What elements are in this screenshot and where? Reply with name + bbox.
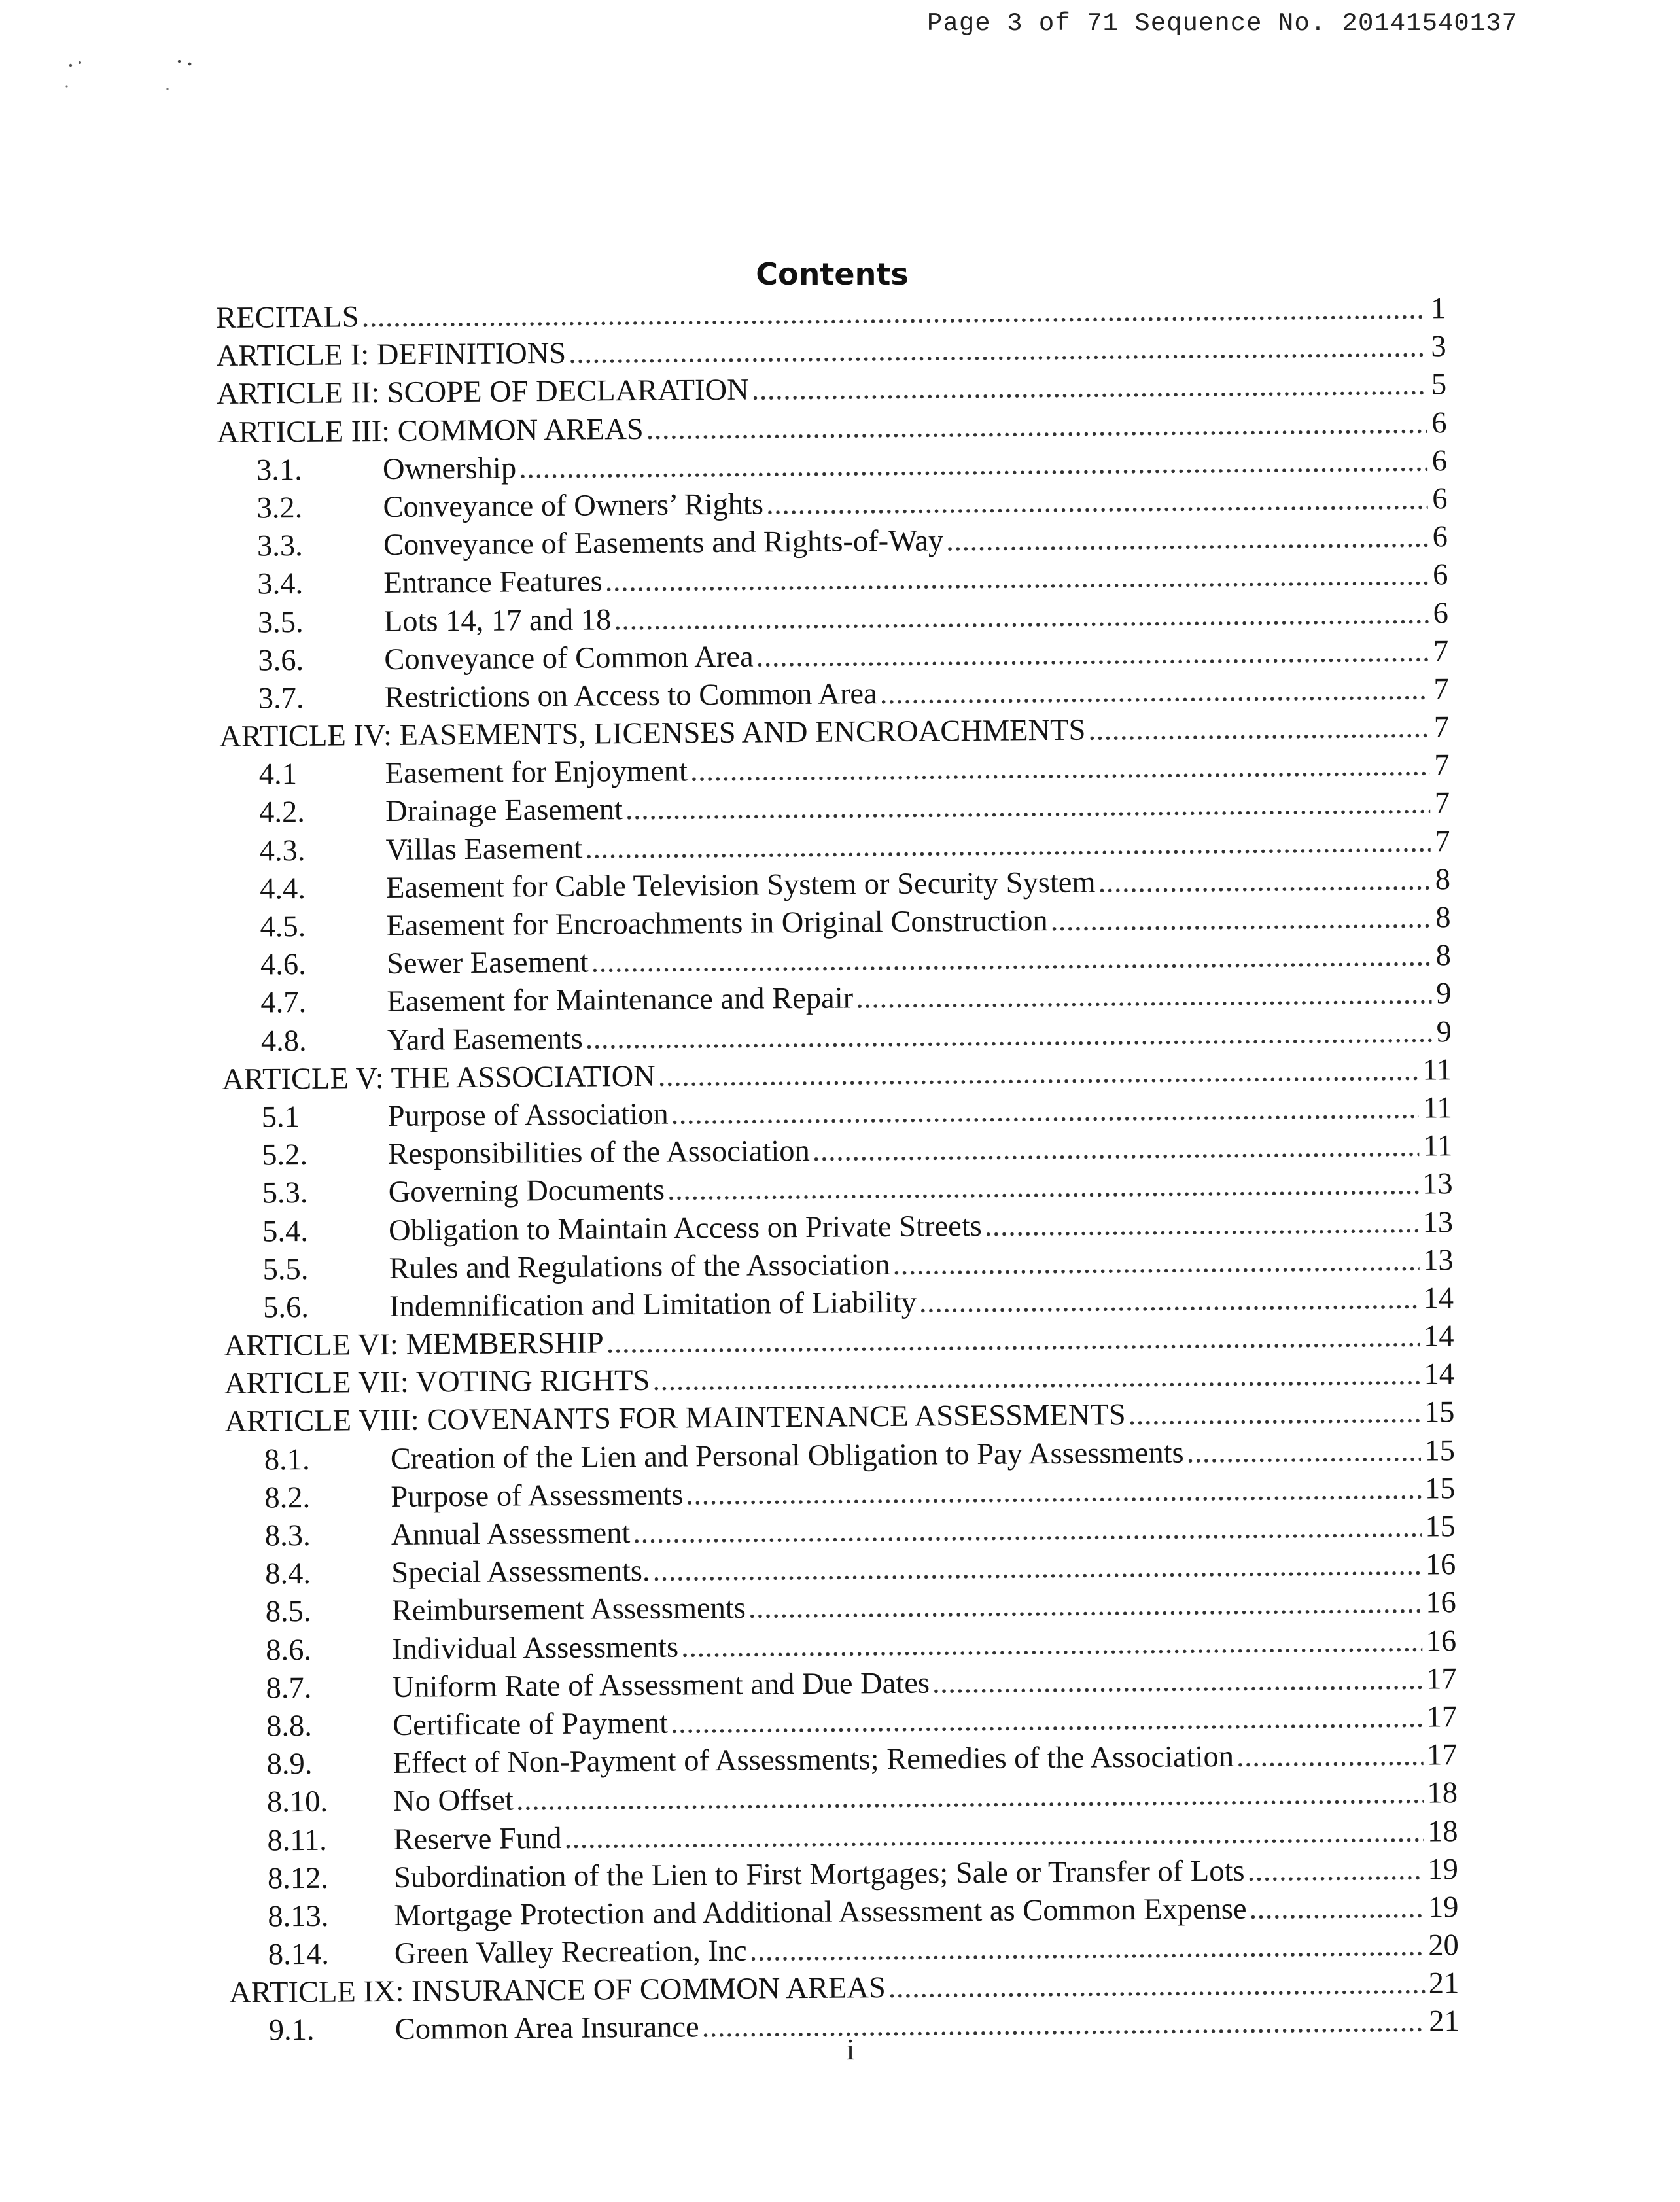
toc-dot-leader (569, 328, 1427, 374)
toc-dot-leader (1249, 1889, 1424, 1928)
toc-entry-label: Reimbursement Assessments (391, 1592, 746, 1628)
toc-entry-label: ARTICLE IX: INSURANCE OF COMMON AREAS (229, 1971, 886, 2010)
toc-entry-label: Annual Assessment (391, 1516, 631, 1552)
toc-section-number: 3.5. (257, 605, 304, 640)
toc-section-number: 3.6. (258, 643, 304, 678)
toc-entry-label: Drainage Easement (385, 793, 623, 829)
scan-speck-marks (63, 56, 220, 102)
toc-dot-leader (1088, 709, 1429, 750)
toc-page-number: 17 (1426, 1662, 1457, 1696)
toc-section-number: 4.3. (259, 833, 306, 868)
toc-dot-leader (686, 1470, 1421, 1514)
toc-section-number: 8.6. (266, 1633, 312, 1668)
toc-section-number: 5.4. (262, 1214, 309, 1248)
page-number: i (846, 2033, 855, 2066)
toc-page-number: 7 (1433, 710, 1450, 744)
toc-section-number: 8.8. (266, 1709, 313, 1743)
toc-entry-label: ARTICLE III: COMMON AREAS (217, 412, 644, 449)
toc-dot-leader (646, 404, 1427, 449)
toc-entry-label: Yard Easements (387, 1022, 583, 1057)
toc-dot-leader (516, 1775, 1424, 1820)
toc-entry-label: Entrance Features (383, 565, 603, 601)
toc-dot-leader (585, 1013, 1432, 1058)
toc-section-number: 4.5. (260, 909, 306, 944)
toc-section-number: 8.2. (264, 1480, 311, 1515)
toc-page-number: 7 (1434, 748, 1450, 782)
toc-section-number: 8.7. (266, 1671, 312, 1705)
toc-page-number: 3 (1431, 330, 1446, 364)
toc-entry-label: Reserve Fund (393, 1821, 562, 1857)
toc-section-number: 8.11. (267, 1823, 327, 1857)
toc-entry-label: Special Assessments. (391, 1554, 650, 1590)
toc-page-number: 6 (1432, 482, 1448, 516)
toc-dot-leader (985, 1204, 1419, 1245)
toc-page-number: 16 (1425, 1548, 1456, 1582)
toc-dot-leader (519, 442, 1427, 487)
toc-section-number: 4.1 (258, 758, 298, 792)
toc-dot-leader (671, 1090, 1419, 1134)
toc-entry-label: Uniform Rate of Assessment and Due Dates (392, 1666, 930, 1704)
toc-dot-leader (751, 366, 1427, 410)
toc-page-number: 7 (1433, 673, 1449, 707)
toc-page-number: 17 (1426, 1738, 1458, 1772)
toc-dot-leader (614, 595, 1429, 639)
toc-page-number: 8 (1435, 901, 1451, 935)
toc-section-number: 8.5. (265, 1595, 311, 1629)
toc-page-number: 6 (1431, 444, 1448, 478)
toc-section-number: 4.6. (260, 948, 306, 982)
toc-dot-leader (671, 1699, 1423, 1743)
toc-page-number: 15 (1425, 1510, 1456, 1544)
toc-dot-leader (1098, 861, 1431, 901)
toc-page-number: 8 (1435, 939, 1452, 973)
toc-page-number: 6 (1432, 558, 1448, 592)
toc-page-number: 7 (1435, 824, 1450, 859)
toc-page-number: 14 (1424, 1357, 1455, 1391)
toc-entry-label: Mortgage Protection and Additional Assessment as Common Expense (394, 1892, 1247, 1932)
toc-entry-label: Common Area Insurance (394, 2010, 699, 2047)
toc-page-number: 11 (1422, 1091, 1452, 1125)
toc-section-number: 4.2. (258, 795, 306, 830)
toc-entry-label: Villas Easement (385, 831, 583, 867)
toc-page-number: 21 (1429, 2004, 1460, 2038)
toc-dot-leader (879, 671, 1429, 713)
toc-section-number: 8.10. (266, 1785, 328, 1819)
toc-section-number: 4.8. (260, 1024, 307, 1058)
toc-entry-label: Easement for Maintenance and Repair (387, 981, 854, 1019)
toc-page-number: 21 (1428, 1966, 1460, 2001)
toc-section-number: 8.1. (264, 1442, 310, 1477)
toc-page-number: 11 (1422, 1053, 1452, 1087)
toc-entry-label: Conveyance of Easements and Rights-of-Way (383, 524, 944, 563)
toc-section-number: 5.3. (262, 1176, 308, 1210)
toc-dot-leader (919, 1280, 1420, 1321)
toc-page-number: 9 (1436, 1015, 1452, 1049)
toc-section-number: 9.1. (268, 2014, 315, 2048)
toc-title: Contents (756, 256, 909, 292)
toc-entry-label: Rules and Regulations of the Association (389, 1248, 890, 1285)
toc-entry-label: Sewer Easement (386, 945, 589, 981)
toc-entry-label: Easement for Enjoyment (385, 754, 688, 791)
toc-page-number: 13 (1422, 1167, 1453, 1201)
toc-section-number: 4.4. (259, 871, 306, 906)
toc-dot-leader (1128, 1394, 1420, 1435)
toc-page-number: 15 (1424, 1471, 1456, 1506)
toc-section-number: 3.1. (256, 453, 302, 487)
toc-section-number: 3.7. (258, 681, 304, 716)
toc-dot-leader (756, 633, 1429, 676)
toc-page-number: 1 (1430, 292, 1446, 326)
toc-dot-leader (892, 1242, 1419, 1284)
toc-dot-leader (1247, 1851, 1424, 1890)
toc-entry-label: Easement for Encroachments in Original Construction (386, 904, 1048, 943)
toc-page-number: 7 (1433, 634, 1449, 669)
toc-dot-leader (749, 1927, 1424, 1970)
toc-entry-label: ARTICLE IV: EASEMENTS, LICENSES AND ENCROACHMENTS (219, 713, 1086, 754)
toc-entry-label: ARTICLE VII: VOTING RIGHTS (224, 1364, 650, 1401)
toc-page-number: 16 (1426, 1624, 1457, 1658)
toc-page-number: 13 (1422, 1243, 1454, 1278)
toc-entry-label: Obligation to Maintain Access on Private Streets (388, 1209, 982, 1248)
toc-page-number: 16 (1426, 1586, 1456, 1620)
toc-dot-leader (652, 1356, 1420, 1400)
toc-dot-leader (564, 1813, 1424, 1858)
toc-entry-label: ARTICLE VI: MEMBERSHIP (224, 1326, 604, 1363)
toc-entry-label: ARTICLE VIII: COVENANTS FOR MAINTENANCE ASSESSMENTS (224, 1398, 1126, 1439)
toc-section-number: 8.9. (266, 1747, 313, 1781)
toc-page-number: 9 (1435, 977, 1452, 1011)
toc-entry-label: ARTICLE I: DEFINITIONS (216, 336, 567, 374)
toc-entry-label: No Offset (393, 1783, 514, 1819)
toc-entry-label: Restrictions on Access to Common Area (384, 676, 877, 714)
toc-entry-label: Easement for Cable Television System or Security System (385, 865, 1096, 905)
toc-dot-leader (633, 1509, 1421, 1553)
toc-page-number: 14 (1423, 1282, 1454, 1316)
toc-entry-label: ARTICLE V: THE ASSOCIATION (222, 1059, 656, 1096)
toc-dot-leader (690, 747, 1430, 791)
toc-dot-leader (606, 1318, 1420, 1363)
toc-dot-leader (585, 823, 1431, 867)
toc-section-number: 8.13. (268, 1899, 329, 1934)
toc-entry-label: Conveyance of Common Area (384, 640, 754, 676)
toc-entry-label: Responsibilities of the Association (388, 1134, 810, 1172)
toc-section-number: 4.7. (260, 986, 307, 1020)
toc-entry-label: Green Valley Recreation, Inc (394, 1934, 747, 1970)
toc-entry-label: Certificate of Payment (392, 1706, 669, 1742)
toc-section-number: 5.5. (262, 1252, 309, 1287)
toc-page-number: 18 (1427, 1776, 1458, 1810)
toc-section-number: 8.14. (268, 1937, 330, 1972)
toc-dot-leader (591, 937, 1431, 982)
toc-entry-label: ARTICLE II: SCOPE OF DECLARATION (216, 373, 749, 411)
toc-page-number: 6 (1432, 520, 1448, 554)
toc-entry-label: RECITALS (216, 300, 359, 335)
toc-dot-leader (1236, 1737, 1424, 1776)
fax-header-stamp: Page 3 of 71 Sequence No. 20141540137 (927, 9, 1518, 38)
toc-entry-label: Purpose of Assessments (391, 1478, 684, 1514)
toc-section-number: 8.12. (267, 1861, 329, 1896)
toc-dot-leader (813, 1128, 1420, 1170)
toc-page-number: 15 (1424, 1395, 1455, 1429)
toc-entry-label: Individual Assessments (392, 1630, 679, 1666)
toc-section-number: 3.3. (256, 529, 303, 563)
toc-dot-leader (681, 1622, 1422, 1666)
table-of-contents (216, 290, 1460, 2050)
toc-section-number: 8.4. (265, 1557, 311, 1591)
toc-page-number: 8 (1435, 863, 1451, 897)
toc-dot-leader (658, 1051, 1419, 1095)
toc-entry-label: Ownership (382, 451, 517, 486)
toc-dot-leader (766, 480, 1428, 523)
toc-dot-leader (946, 519, 1428, 561)
toc-page-number: 15 (1424, 1433, 1456, 1468)
toc-entry-label: Subordination of the Lien to First Mortgages; Sale or Transfer of Lots (393, 1854, 1245, 1895)
toc-entry-label: Indemnification and Limitation of Liability (389, 1285, 917, 1323)
toc-dot-leader (625, 785, 1431, 830)
toc-entry-label: Lots 14, 17 and 18 (383, 603, 612, 638)
toc-entry-label: Effect of Non-Payment of Assessments; Remedies of the Association (393, 1739, 1234, 1781)
toc-dot-leader (932, 1660, 1423, 1702)
toc-dot-leader (1186, 1432, 1420, 1472)
toc-section-number: 3.2. (256, 491, 303, 525)
toc-page-number: 11 (1423, 1129, 1453, 1163)
toc-entry-label: Conveyance of Owners’ Rights (383, 487, 764, 524)
toc-section-number: 5.6. (262, 1290, 309, 1325)
toc-dot-leader (667, 1166, 1419, 1210)
toc-page-number: 6 (1431, 406, 1447, 440)
toc-page-number: 6 (1433, 596, 1449, 630)
toc-dot-leader (1050, 899, 1431, 940)
toc-page-number: 19 (1427, 1852, 1459, 1887)
toc-page-number: 13 (1422, 1205, 1454, 1240)
toc-page-number: 5 (1431, 368, 1447, 402)
toc-dot-leader (888, 1965, 1425, 2008)
toc-page-number: 18 (1427, 1814, 1458, 1849)
toc-page-number: 14 (1423, 1319, 1454, 1354)
toc-section-number: 8.3. (264, 1518, 311, 1553)
toc-section-number: 3.4. (257, 567, 304, 601)
toc-page-number: 7 (1434, 786, 1450, 820)
toc-entry-label: Purpose of Association (387, 1097, 669, 1133)
toc-dot-leader (856, 975, 1432, 1018)
toc-dot-leader (652, 1547, 1422, 1590)
toc-dot-leader (605, 557, 1429, 601)
toc-section-number: 5.2. (262, 1138, 308, 1172)
toc-page-number: 20 (1428, 1929, 1460, 1963)
toc-section-number: 5.1 (261, 1100, 300, 1134)
toc-page-number: 17 (1426, 1700, 1458, 1734)
toc-entry-label: Governing Documents (388, 1173, 665, 1210)
toc-page-number: 19 (1427, 1891, 1459, 1925)
toc-entry-label: Creation of the Lien and Personal Obligation to Pay Assessments (390, 1436, 1184, 1476)
toc-dot-leader (748, 1584, 1422, 1628)
